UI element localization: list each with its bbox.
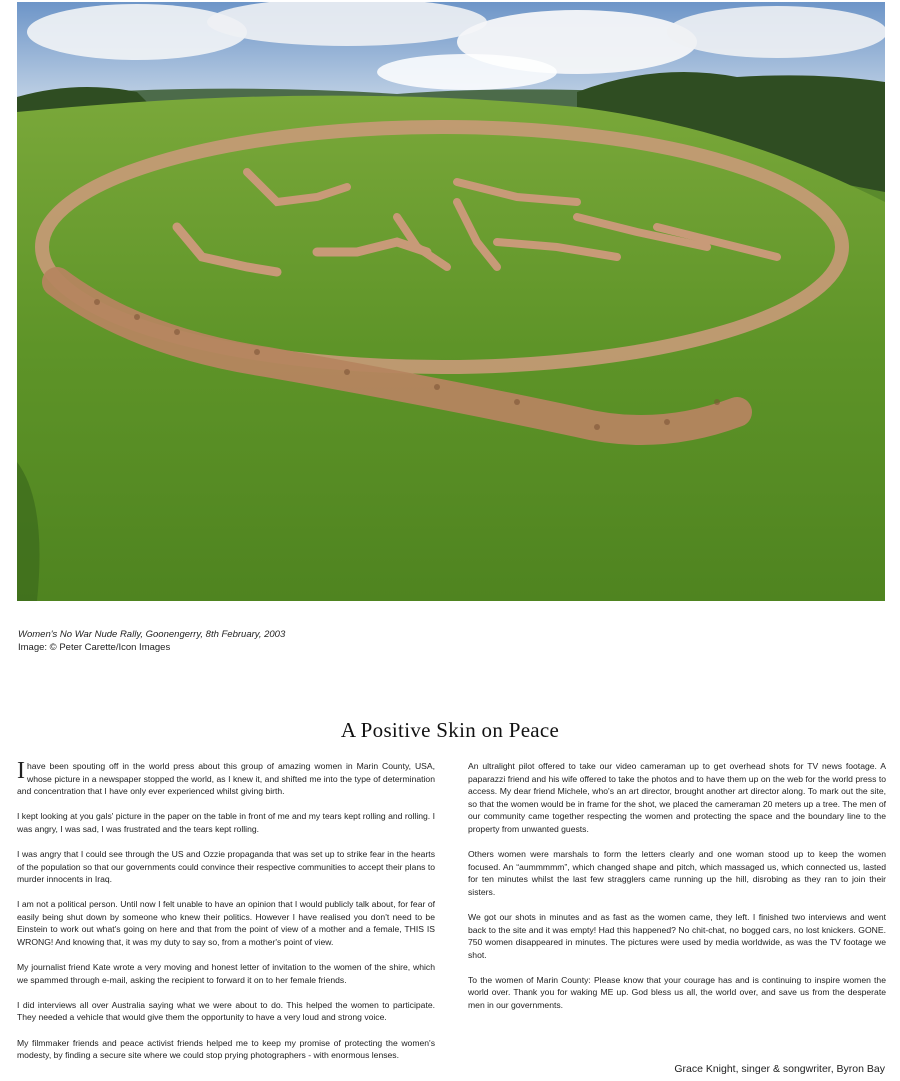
article-column-left xyxy=(17,760,435,1074)
peace-rally-photo xyxy=(17,2,885,601)
photo-caption xyxy=(18,628,285,654)
paragraph: I was angry that I could see through the US and Ozzie propaganda that was set up to strike fear in the hearts of the population so that our governments could convince their respective communities to accept their plans to murder innocents in Iraq. xyxy=(17,848,435,885)
drop-cap: I xyxy=(17,758,25,784)
paragraph: We got our shots in minutes and as fast as the women came, they left. I finished two interviews and went back to the site and it was empty! Had this happened? No chit-chat, no bogged cars, no lost knickers. GONE. 750 women disappeared in minutes. The pictures were used by media worldwide, as was the TV footage we shot. xyxy=(468,911,886,960)
article-column-right xyxy=(468,760,886,1024)
paragraph: My filmmaker friends and peace activist friends helped me to keep my promise of protecting the women's modesty, by finding a secure site where we could stop prying photographers - with enormous lenses. xyxy=(17,1037,435,1061)
paragraph: An ultralight pilot offered to take our video cameraman up to get overhead shots for TV news footage. A paparazzi friend and his wife offered to take the photos and to have them up on the web for the world press to access. My dear friend Michele, who's an art director, brought another art director along. To mark out the site, so that the women would be in frame for the shot, we placed the cameraman 20 meters up a tree. The men of our community came together respecting the women and protecting the space and the boundary line to the property from unwanted guests. xyxy=(468,761,886,834)
author-signature: Grace Knight, singer & songwriter, Byron Bay xyxy=(674,1063,885,1075)
paragraph: My journalist friend Kate wrote a very moving and honest letter of invitation to the women of the shire, which we spammed through e-mail, asking the recipient to forward it on to her female friends. xyxy=(17,962,435,985)
paragraph: I did interviews all over Australia saying what we were about to do. This helped the women to participate. They needed a vehicle that would give them the opportunity to have a very loud and strong voice. xyxy=(17,999,435,1023)
photo-illustration xyxy=(17,2,885,601)
paragraph: I am not a political person. Until now I felt unable to have an opinion that I would publicly talk about, for fear of easily being shut down by someone who knew their politics. However I have realised you don't need to be Einstein to work out what's going on here and that from the point of view of a mother and a female, THIS IS WRONG! And knowing that, it was my duty to say so, from a mother's point of view. xyxy=(17,899,435,948)
article-title: A Positive Skin on Peace xyxy=(340,718,560,742)
caption-title: Women's No War Nude Rally, Goonengerry, 8th February, 2003 xyxy=(18,629,286,640)
paragraph: To the women of Marin County: Please know that your courage has and is continuing to inspire women the world over. Thank you for waking ME up. God bless us all, the world over, and save us from the desperate men in our governments. xyxy=(468,974,886,1010)
caption-credit: Image: © Peter Carette/Icon Images xyxy=(18,642,171,653)
paragraph: I kept looking at you gals' picture in the paper on the table in front of me and my tears kept rolling and rolling. I was angry, I was sad, I was frustrated and the tears kept rolling. xyxy=(17,811,435,834)
paragraph: Others women were marshals to form the letters clearly and one woman stood up to keep the women focused. An “aummmmm”, which changed shape and pitch, which massaged us, which connected us, lasted for ten minutes whilst the last few stragglers came running up the hill, disrobing as they ran to join their sisters. xyxy=(468,849,886,897)
paragraph: Ihave been spouting off in the world press about this group of amazing women in Marin County, USA, whose picture in a newspaper stopped the world, as I knew it, and shifted me into the type of determination and concentration that I have only ever experienced whilst giving birth. xyxy=(17,758,435,797)
